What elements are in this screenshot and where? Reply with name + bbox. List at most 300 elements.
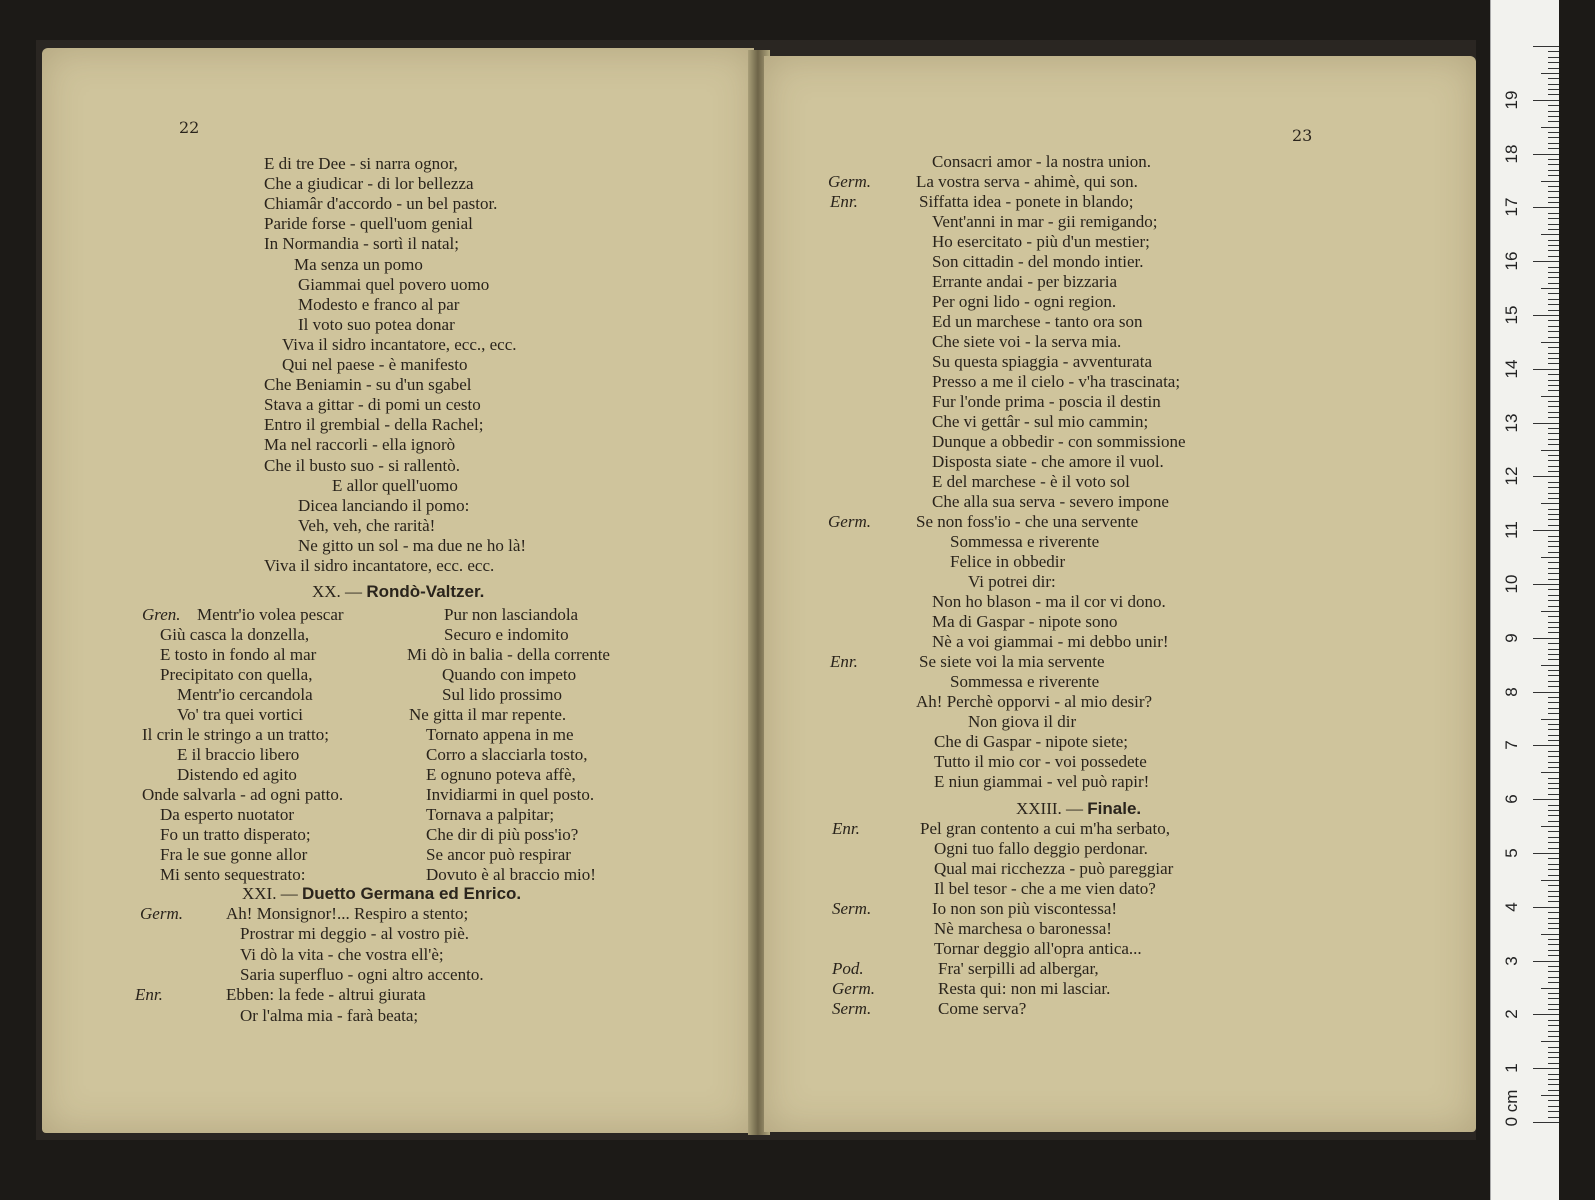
dialogue-line: Ebben: la fede - altrui giurata	[226, 985, 426, 1005]
ruler-tick	[1548, 137, 1559, 138]
ruler-tick	[1533, 476, 1559, 477]
dialogue-line: Nè marchesa o baronessa!	[934, 919, 1112, 938]
dialogue-line: Errante andai - per bizzaria	[932, 272, 1117, 291]
speaker-label: Serm.	[832, 899, 872, 918]
ruler-tick	[1548, 1009, 1559, 1010]
ruler-tick	[1541, 342, 1559, 343]
dialogue-line: Che alla sua serva - severo impone	[932, 492, 1169, 511]
rondo-line: Dovuto è al braccio mio!	[426, 865, 596, 884]
ruler-tick	[1548, 89, 1559, 90]
verse-line: Giammai quel povero uomo	[298, 274, 490, 294]
verse-line: Che a giudicar - di lor bellezza	[264, 174, 474, 194]
rondo-line: Quando con impeto	[442, 665, 577, 684]
ruler-tick	[1548, 998, 1559, 999]
dialogue-line: Ma di Gaspar - nipote sono	[932, 612, 1118, 631]
ruler-tick	[1548, 589, 1559, 590]
ruler-tick	[1548, 546, 1559, 547]
ruler-tick	[1548, 837, 1559, 838]
dialogue-line: Per ogni lido - ogni region.	[932, 292, 1117, 311]
verse-line: Che Beniamin - su d'un sgabel	[264, 375, 472, 395]
speaker-label: Enr.	[830, 652, 858, 671]
ruler-tick	[1541, 73, 1559, 74]
section-number: XX. —	[312, 582, 363, 601]
ruler-tick	[1548, 218, 1559, 219]
ruler-tick	[1533, 907, 1559, 908]
ruler-tick	[1548, 735, 1559, 736]
ruler-tick	[1548, 740, 1559, 741]
dialogue-line: Nè a voi giammai - mi debbo unir!	[932, 632, 1169, 651]
ruler-tick	[1541, 1041, 1559, 1042]
measuring-ruler	[1490, 0, 1559, 1200]
ruler-tick	[1548, 756, 1559, 757]
ruler-tick	[1548, 767, 1559, 768]
ruler-tick	[1548, 412, 1559, 413]
ruler-tick	[1548, 627, 1559, 628]
ruler-tick	[1548, 536, 1559, 537]
ruler-tick	[1548, 675, 1559, 676]
ruler-tick	[1548, 977, 1559, 978]
ruler-tick	[1548, 471, 1559, 472]
ruler-tick	[1548, 293, 1559, 294]
verse-line: E allor quell'uomo	[332, 475, 458, 495]
ruler-tick	[1548, 94, 1559, 95]
rondo-line: Corro a slacciarla tosto,	[426, 745, 588, 764]
ruler-tick	[1548, 363, 1559, 364]
dialogue-line: Vi potrei dir:	[968, 572, 1056, 591]
ruler-tick	[1548, 842, 1559, 843]
ruler-tick	[1548, 62, 1559, 63]
ruler-tick	[1548, 320, 1559, 321]
ruler-tick	[1548, 164, 1559, 165]
ruler-tick	[1533, 154, 1559, 155]
ruler-tick	[1548, 697, 1559, 698]
ruler-tick	[1548, 762, 1559, 763]
verse-line: Ma senza un pomo	[294, 254, 423, 274]
ruler-number: 5	[1502, 848, 1521, 858]
ruler-tick	[1548, 600, 1559, 601]
rondo-line: Securo e indomito	[444, 625, 569, 644]
ruler-tick	[1548, 466, 1559, 467]
ruler-tick	[1533, 961, 1559, 962]
ruler-tick	[1548, 390, 1559, 391]
ruler-tick	[1548, 331, 1559, 332]
verse-line: In Normandia - sortì il natal;	[264, 234, 459, 254]
ruler-tick	[1548, 810, 1559, 811]
ruler-tick	[1548, 84, 1559, 85]
ruler-tick	[1548, 310, 1559, 311]
ruler-tick	[1548, 455, 1559, 456]
right-page	[764, 56, 1476, 1132]
ruler-tick	[1548, 1106, 1559, 1107]
dialogue-line: Sommessa e riverente	[950, 532, 1100, 551]
verse-line: Veh, veh, che rarità!	[298, 515, 436, 535]
ruler-tick	[1541, 934, 1559, 935]
dialogue-line: Io non son più viscontessa!	[932, 899, 1118, 918]
ruler-tick	[1541, 234, 1559, 235]
ruler-tick	[1548, 245, 1559, 246]
speaker-label: Enr.	[135, 985, 163, 1005]
ruler-tick	[1548, 374, 1559, 375]
rondo-line: Ne gitta il mar repente.	[409, 705, 567, 724]
ruler-tick	[1548, 337, 1559, 338]
verse-line: Viva il sidro incantatore, ecc., ecc.	[282, 334, 517, 354]
section-title: Duetto Germana ed Enrico.	[301, 884, 522, 903]
ruler-number: 13	[1502, 413, 1521, 433]
ruler-tick	[1548, 51, 1559, 52]
ruler-tick	[1533, 369, 1559, 370]
ruler-tick	[1548, 778, 1559, 779]
section-number: XXIII. —	[1016, 799, 1084, 818]
ruler-tick	[1548, 191, 1559, 192]
ruler-tick	[1548, 724, 1559, 725]
ruler-tick	[1548, 643, 1559, 644]
verse-line: Paride forse - quell'uom genial	[264, 214, 473, 234]
section-title: Finale.	[1087, 799, 1142, 818]
ruler-tick	[1541, 288, 1559, 289]
ruler-tick	[1548, 616, 1559, 617]
speaker-label: Germ.	[832, 979, 875, 998]
dialogue-line: E niun giammai - vel può rapir!	[934, 772, 1150, 791]
ruler-tick	[1548, 708, 1559, 709]
ruler-tick	[1548, 848, 1559, 849]
ruler-tick	[1548, 858, 1559, 859]
ruler-tick	[1541, 1095, 1559, 1096]
ruler-number: 15	[1502, 305, 1521, 325]
ruler-tick	[1548, 267, 1559, 268]
ruler-tick	[1548, 493, 1559, 494]
dialogue-line: Saria superfluo - ogni altro accento.	[240, 964, 484, 984]
ruler-tick	[1548, 433, 1559, 434]
ruler-tick	[1548, 1100, 1559, 1101]
section-title: Rondò-Valtzer.	[366, 582, 485, 601]
page-number: 23	[1292, 126, 1313, 145]
dialogue-line: Prostrar mi deggio - al vostro piè.	[240, 924, 469, 944]
section-heading-xxiii	[1016, 799, 1141, 819]
ruler-tick	[1548, 1057, 1559, 1058]
rondo-line: Pur non lasciandola	[444, 605, 579, 624]
verse-line: Dicea lanciando il pomo:	[298, 495, 470, 515]
ruler-tick	[1548, 713, 1559, 714]
rondo-line: Mi dò in balia - della corrente	[407, 645, 610, 664]
ruler-tick	[1548, 864, 1559, 865]
ruler-tick	[1548, 944, 1559, 945]
dialogue-line: Or l'alma mia - farà beata;	[240, 1005, 419, 1025]
verse-line: E di tre Dee - si narra ognor,	[264, 154, 458, 173]
ruler-tick	[1548, 175, 1559, 176]
ruler-tick	[1541, 772, 1559, 773]
ruler-tick	[1548, 1079, 1559, 1080]
ruler-tick	[1548, 347, 1559, 348]
dialogue-line: Se siete voi la mia servente	[919, 652, 1105, 671]
ruler-tick	[1548, 815, 1559, 816]
speaker-label: Germ.	[828, 512, 871, 531]
verse-line: Chiamâr d'accordo - un bel pastor.	[264, 194, 498, 214]
ruler-tick	[1548, 686, 1559, 687]
ruler-tick	[1548, 116, 1559, 117]
ruler-tick	[1548, 353, 1559, 354]
rondo-line: Mentr'io cercandola	[177, 685, 313, 704]
ruler-tick	[1548, 670, 1559, 671]
dialogue-line: Vi dò la vita - che vostra ell'è;	[240, 944, 444, 964]
dialogue-line: Tutto il mio cor - voi possedete	[934, 752, 1147, 771]
ruler-number: 19	[1502, 90, 1521, 110]
ruler-tick	[1533, 261, 1559, 262]
ruler-tick	[1548, 57, 1559, 58]
ruler-tick	[1548, 78, 1559, 79]
verse-line: Ma nel raccorli - ella ignorò	[264, 435, 456, 455]
ruler-tick	[1548, 121, 1559, 122]
ruler-tick	[1548, 831, 1559, 832]
rondo-line: Precipitato con quella,	[160, 665, 313, 684]
rondo-line: Se ancor può respirar	[426, 845, 571, 864]
ruler-number: 6	[1502, 794, 1521, 804]
ruler-tick	[1548, 896, 1559, 897]
ruler-tick	[1548, 68, 1559, 69]
ruler-tick	[1548, 401, 1559, 402]
verse-line: Il voto suo potea donar	[298, 314, 455, 334]
rondo-line: Distendo ed agito	[177, 765, 297, 784]
dialogue-line: Siffatta idea - ponete in blando;	[919, 192, 1134, 211]
ruler-tick	[1548, 186, 1559, 187]
ruler-number: 18	[1502, 144, 1521, 164]
dialogue-line: Ed un marchese - tanto ora son	[932, 312, 1143, 331]
ruler-tick	[1548, 702, 1559, 703]
ruler-tick	[1548, 821, 1559, 822]
rondo-line: E ognuno poteva affè,	[426, 765, 576, 784]
ruler-tick	[1548, 358, 1559, 359]
ruler-tick	[1548, 971, 1559, 972]
ruler-tick	[1548, 923, 1559, 924]
dialogue-line: Ah! Monsignor!... Respiro a stento;	[226, 904, 469, 923]
ruler-tick	[1548, 1052, 1559, 1053]
ruler-tick	[1548, 509, 1559, 510]
ruler-tick	[1541, 127, 1559, 128]
rondo-line: Tornato appena in me	[426, 725, 574, 744]
rondo-line: Fo un tratto disperato;	[160, 825, 311, 844]
speaker-label: Serm.	[832, 999, 872, 1018]
speaker-label: Germ.	[828, 172, 871, 191]
dialogue-line: Se non foss'io - che una servente	[916, 512, 1139, 531]
ruler-tick	[1541, 719, 1559, 720]
ruler-tick	[1548, 304, 1559, 305]
ruler-tick	[1533, 315, 1559, 316]
ruler-tick	[1548, 541, 1559, 542]
ruler-tick	[1548, 918, 1559, 919]
ruler-tick	[1533, 638, 1559, 639]
ruler-tick	[1533, 530, 1559, 531]
ruler-tick	[1548, 417, 1559, 418]
ruler-tick	[1533, 46, 1559, 47]
dialogue-line: Ah! Perchè opporvi - al mio desir?	[916, 692, 1153, 711]
ruler-tick	[1548, 885, 1559, 886]
ruler-tick	[1548, 229, 1559, 230]
dialogue-line: Tornar deggio all'opra antica...	[934, 939, 1142, 958]
dialogue-line: Pel gran contento a cui m'ha serbato,	[920, 819, 1170, 838]
ruler-tick	[1548, 170, 1559, 171]
dialogue-line: Felice in obbedir	[950, 552, 1066, 571]
ruler-tick	[1533, 1068, 1559, 1069]
ruler-tick	[1533, 423, 1559, 424]
ruler-tick	[1541, 611, 1559, 612]
ruler-tick	[1548, 385, 1559, 386]
ruler-tick	[1541, 450, 1559, 451]
dialogue-line: Come serva?	[938, 999, 1027, 1018]
ruler-tick	[1548, 250, 1559, 251]
ruler-tick	[1541, 557, 1559, 558]
ruler-tick	[1548, 111, 1559, 112]
ruler-tick	[1548, 649, 1559, 650]
ruler-tick	[1548, 891, 1559, 892]
ruler-tick	[1548, 993, 1559, 994]
ruler-tick	[1548, 1074, 1559, 1075]
dialogue-line: Vent'anni in mar - gii remigando;	[932, 212, 1158, 231]
ruler-tick	[1548, 143, 1559, 144]
ruler-tick	[1548, 955, 1559, 956]
ruler-tick	[1533, 692, 1559, 693]
dialogue-line: Fra' serpilli ad albergar,	[938, 959, 1099, 978]
ruler-tick	[1548, 1090, 1559, 1091]
speaker-label: Gren.	[142, 605, 181, 624]
ruler-tick	[1548, 487, 1559, 488]
ruler-number: 7	[1502, 740, 1521, 751]
rondo-line: Mi sento sequestrato:	[160, 865, 306, 884]
ruler-tick	[1548, 256, 1559, 257]
ruler-number: 3	[1502, 955, 1521, 966]
verse-line: Entro il grembial - della Rachel;	[264, 415, 484, 435]
ruler-tick	[1548, 202, 1559, 203]
ruler-tick	[1548, 606, 1559, 607]
ruler-tick	[1548, 966, 1559, 967]
ruler-tick	[1548, 283, 1559, 284]
ruler-tick	[1548, 299, 1559, 300]
ruler-tick	[1548, 132, 1559, 133]
dialogue-line: Son cittadin - del mondo intier.	[932, 252, 1144, 271]
ruler-number: 17	[1502, 197, 1521, 217]
ruler-tick	[1541, 503, 1559, 504]
verse-line: Modesto e franco al par	[298, 294, 460, 314]
ruler-number: 16	[1502, 251, 1521, 271]
page-number: 22	[179, 118, 200, 137]
ruler-tick	[1548, 482, 1559, 483]
ruler-tick	[1541, 988, 1559, 989]
verse-line: Qui nel paese - è manifesto	[282, 355, 468, 374]
ruler-tick	[1548, 519, 1559, 520]
ruler-tick	[1548, 380, 1559, 381]
rondo-line: Che dir di più poss'io?	[426, 825, 579, 844]
ruler-tick	[1548, 1047, 1559, 1048]
ruler-tick	[1533, 1014, 1559, 1015]
ruler-tick	[1548, 525, 1559, 526]
ruler-tick	[1548, 277, 1559, 278]
ruler-tick	[1548, 1031, 1559, 1032]
ruler-tick	[1548, 1117, 1559, 1118]
dialogue-line: Dunque a obbedir - con sommissione	[932, 432, 1186, 451]
ruler-tick	[1533, 100, 1559, 101]
ruler-tick	[1548, 514, 1559, 515]
ruler-tick	[1548, 568, 1559, 569]
ruler-tick	[1533, 799, 1559, 800]
ruler-tick	[1548, 1020, 1559, 1021]
dialogue-line: Non giova il dir	[968, 712, 1077, 731]
ruler-tick	[1548, 444, 1559, 445]
dialogue-line: Non ho blason - ma il cor vi dono.	[932, 592, 1166, 611]
dialogue-line: Disposta siate - che amore il vuol.	[932, 452, 1164, 471]
ruler-tick	[1541, 880, 1559, 881]
ruler-tick	[1533, 207, 1559, 208]
dialogue-line: Che di Gaspar - nipote siete;	[934, 732, 1129, 751]
rondo-line: Mentr'io volea pescar	[197, 605, 344, 624]
ruler-tick	[1548, 794, 1559, 795]
ruler-tick	[1548, 439, 1559, 440]
left-page	[42, 48, 754, 1133]
dialogue-line: Fur l'onde prima - poscia il destin	[932, 392, 1161, 411]
ruler-tick	[1548, 498, 1559, 499]
dialogue-line: Presso a me il cielo - v'ha trascinata;	[932, 372, 1181, 391]
dialogue-line: E del marchese - è il voto sol	[932, 472, 1130, 491]
ruler-tick	[1548, 751, 1559, 752]
ruler-tick	[1548, 552, 1559, 553]
dialogue-line: Sommessa e riverente	[950, 672, 1100, 691]
ruler-tick	[1548, 159, 1559, 160]
ruler-unit-label: 0 cm	[1502, 1089, 1521, 1127]
dialogue-line: Il bel tesor - che a me vien dato?	[934, 879, 1156, 898]
rondo-line: E il braccio libero	[177, 745, 300, 764]
ruler-tick	[1548, 579, 1559, 580]
ruler-number: 11	[1502, 521, 1521, 540]
ruler-tick	[1548, 788, 1559, 789]
dialogue-line: Qual mai ricchezza - può pareggiar	[934, 859, 1174, 878]
ruler-number: 4	[1502, 902, 1521, 912]
dialogue-line: Consacri amor - la nostra union.	[932, 152, 1152, 171]
ruler-tick	[1548, 681, 1559, 682]
ruler-tick	[1548, 326, 1559, 327]
ruler-tick	[1548, 272, 1559, 273]
ruler-tick	[1548, 460, 1559, 461]
speaker-label: Germ.	[140, 904, 183, 923]
rondo-line: Da esperto nuotator	[160, 805, 295, 824]
ruler-tick	[1533, 853, 1559, 854]
ruler-tick	[1548, 595, 1559, 596]
ruler-tick	[1548, 1111, 1559, 1112]
ruler-number: 9	[1502, 633, 1521, 643]
ruler-tick	[1533, 1122, 1559, 1123]
verse-line: Che il busto suo - si rallentò.	[264, 455, 460, 475]
ruler-tick	[1548, 928, 1559, 929]
ruler-number: 14	[1502, 359, 1521, 379]
rondo-line: Sul lido prossimo	[442, 685, 562, 704]
ruler-tick	[1548, 783, 1559, 784]
ruler-tick	[1548, 213, 1559, 214]
ruler-number: 8	[1502, 686, 1521, 697]
ruler-tick	[1548, 632, 1559, 633]
ruler-tick	[1548, 654, 1559, 655]
rondo-line: Fra le sue gonne allor	[160, 845, 308, 864]
ruler-tick	[1548, 1025, 1559, 1026]
section-heading-xx	[312, 582, 484, 602]
ruler-tick	[1548, 939, 1559, 940]
ruler-tick	[1533, 745, 1559, 746]
dialogue-line: Che vi gettâr - sul mio cammin;	[932, 412, 1149, 431]
rondo-line: E tosto in fondo al mar	[160, 645, 317, 664]
ruler-tick	[1548, 197, 1559, 198]
ruler-tick	[1548, 729, 1559, 730]
dialogue-line: Che siete voi - la serva mia.	[932, 332, 1122, 351]
dialogue-line: Resta qui: non mi lasciar.	[938, 979, 1111, 998]
speaker-label: Enr.	[830, 192, 858, 211]
ruler-number: 10	[1502, 574, 1521, 594]
rondo-line: Invidiarmi in quel posto.	[426, 785, 595, 804]
section-number: XXI. —	[242, 884, 298, 903]
